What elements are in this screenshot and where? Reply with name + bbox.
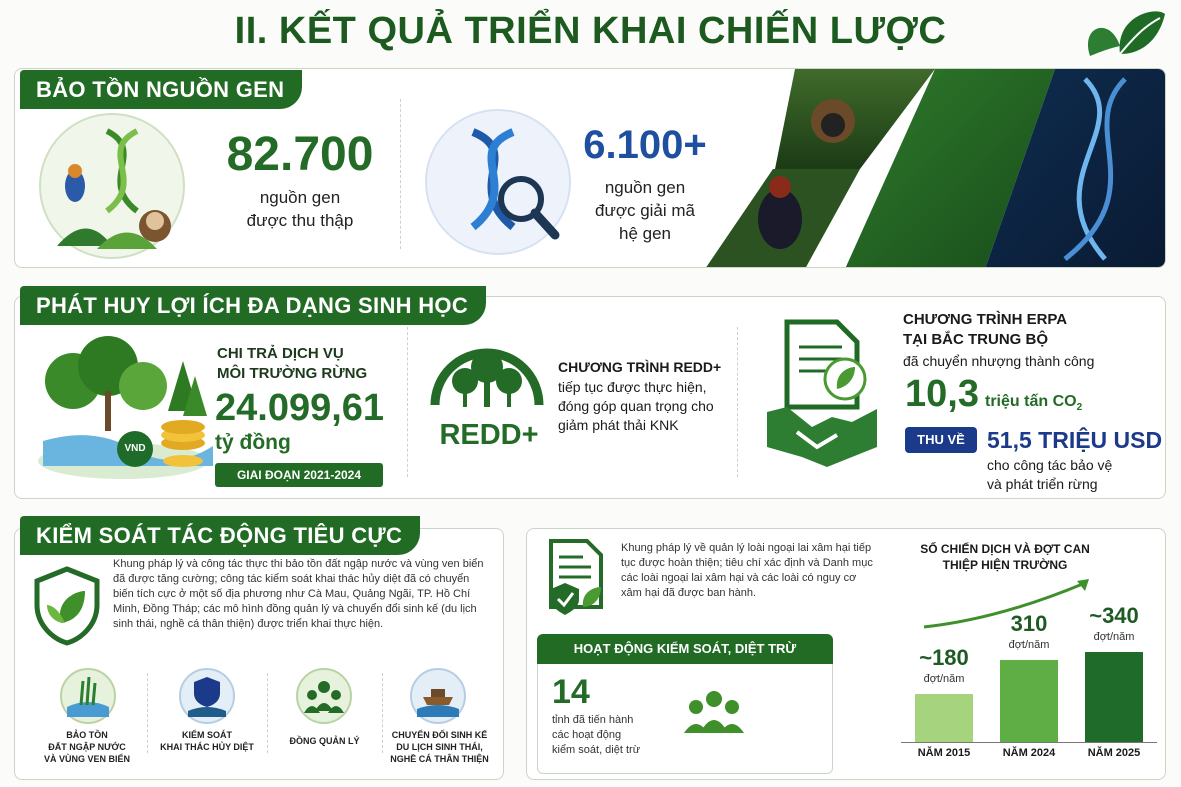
sequenced-genes-label-2: được giải mã [594, 201, 695, 220]
bar-value-label-1: ~180 [919, 645, 969, 670]
control-box-heading: HOẠT ĐỘNG KIỂM SOÁT, DIỆT TRỪ [537, 634, 833, 664]
fishing-control-label-1: KIỂM SOÁT [181, 730, 232, 740]
page-title: II. KẾT QUẢ TRIỂN KHAI CHIẾN LƯỢC [234, 10, 947, 52]
negative-impact-paragraph: Khung pháp lý và công tác thực thi bảo tồn đất ngập nước và vùng ven biển đã được tăng cường; công tác kiểm soát khai thác hủy diệt đã có chuyển biến tích cực ở một số địa phương như Cà Mau, Quảng Ngãi, TP. Hồ Chí Minh, Đồng Tháp; các mô hình đồng quản lý và chuyển đổi sinh kế (du lịch sinh thái, nghề cá thân thiện) được triển khai thực hiện. [113, 558, 484, 630]
section2-heading: PHÁT HUY LỢI ÍCH ĐA DẠNG SINH HỌC [20, 286, 486, 325]
pes-period-badge: GIAI ĐOẠN 2021-2024 [215, 463, 383, 487]
erpa-purpose-1: cho công tác bảo vệ [987, 457, 1113, 473]
livelihood-label-1: CHUYỂN ĐỔI SINH KẾ [391, 730, 488, 740]
sequenced-genes-value: 6.100+ [583, 123, 707, 167]
negative-impact-control-card [14, 528, 504, 780]
document-shield-icon [541, 537, 611, 619]
dna-search-icon [423, 107, 573, 257]
section1-heading: BẢO TỒN NGUỒN GEN [20, 70, 302, 109]
category-label-2: NĂM 2024 [1002, 747, 1056, 759]
bar-2 [1000, 660, 1058, 742]
fishing-control-label-2: KHAI THÁC HỦY DIỆT [160, 742, 254, 752]
forest-river-illustration [33, 331, 213, 481]
erpa-co2-subscript: 2 [1076, 402, 1083, 414]
bar-value-label-3: ~340 [1089, 603, 1139, 628]
fishing-control-icon [178, 667, 236, 725]
erpa-desc: đã chuyển nhượng thành công [903, 353, 1095, 369]
invasive-species-card [526, 528, 1166, 780]
bar-unit-label-3: đợt/năm [1093, 631, 1135, 643]
co-management-label: ĐỒNG QUẢN LÝ [289, 736, 360, 746]
bar-unit-label-2: đợt/năm [1008, 639, 1050, 651]
co-management-icon [295, 667, 353, 725]
erpa-program-name-2: TẠI BẮC TRUNG BỘ [903, 331, 1048, 348]
handshake-document-icon [757, 317, 887, 477]
erpa-revenue-value: 51,5 TRIỆU USD [987, 427, 1163, 453]
pes-value: 24.099,61 [215, 387, 385, 429]
erpa-co2-unit-text: triệu tấn CO [985, 393, 1077, 410]
pes-unit: tỷ đồng [215, 431, 291, 454]
pes-label-1: CHI TRẢ DỊCH VỤ [217, 345, 344, 362]
collected-genes-value: 82.700 [226, 128, 374, 181]
livelihood-label-2: DU LỊCH SINH THÁI, [396, 742, 483, 752]
nature-photo-strip [685, 69, 1166, 268]
sequenced-genes-label-3: hệ gen [619, 224, 671, 243]
erpa-co2-unit [985, 393, 1082, 413]
erpa-program-name-1: CHƯƠNG TRÌNH ERPA [903, 311, 1068, 328]
dna-wildlife-illustration [37, 111, 187, 261]
invasive-species-paragraph: Khung pháp lý về quản lý loài ngoại lai xâm hại tiếp tục được hoàn thiện; tiêu chí xác định và Danh mục các loài ngoại lai xâm hại và các loài có nguy cơ xâm hại đã được ban hành. [621, 542, 873, 599]
section3-heading: KIỂM SOÁT TÁC ĐỘNG TIÊU CỰC [20, 516, 420, 555]
pes-label-2: MÔI TRƯỜNG RỪNG [217, 365, 368, 382]
erpa-revenue-badge: THU VỀ [905, 427, 977, 453]
wetland-label-1: BẢO TỒN [66, 730, 108, 740]
sequenced-genes-label-1: nguồn gen [604, 178, 686, 197]
redd-logo-text: REDD+ [439, 419, 539, 451]
chart-title: SỐ CHIẾN DỊCH VÀ ĐỢT CAN THIỆP HIỆN TRƯỜNG [920, 542, 1090, 572]
control-provinces-value: 14 [552, 673, 590, 711]
livelihood-icon [409, 667, 467, 725]
chart-category-labels [901, 747, 1157, 767]
control-desc-3: kiểm soát, diệt trừ [552, 744, 641, 756]
wetland-label-2: ĐẤT NGẬP NƯỚC [48, 742, 126, 752]
collected-genes-label-2: được thu thập [246, 211, 354, 230]
wetland-icon [59, 667, 117, 725]
bar-3 [1085, 652, 1143, 742]
control-desc-2: các hoạt động [552, 729, 622, 741]
bar-value-label-2: 310 [1010, 611, 1048, 636]
redd-desc-3: giảm phát thải KNK [558, 417, 679, 433]
redd-desc-1: tiếp tục được thực hiện, [558, 379, 707, 395]
erpa-co2-value: 10,3 [905, 373, 979, 415]
control-box [537, 634, 833, 774]
collected-genes-label-1: nguồn gen [259, 188, 341, 207]
category-label-1: NĂM 2015 [917, 747, 971, 759]
biodiversity-benefits-card [14, 296, 1166, 499]
bar-unit-label-1: đợt/năm [923, 673, 965, 685]
icon-row [27, 667, 495, 777]
control-desc-1: tỉnh đã tiến hành [552, 714, 634, 726]
team-icon [684, 689, 744, 733]
redd-desc-2: đóng góp quan trọng cho [558, 398, 714, 414]
vnd-coin-label: VND [124, 443, 146, 454]
category-label-3: NĂM 2025 [1087, 747, 1141, 759]
redd-program-name: CHƯƠNG TRÌNH REDD+ [558, 359, 722, 375]
leaf-logo-icon [1080, 6, 1170, 62]
campaign-bar-chart [901, 603, 1157, 743]
bar-1 [915, 694, 973, 742]
erpa-purpose-2: và phát triển rừng [987, 476, 1098, 492]
redd-tree-icon [427, 335, 547, 425]
wetland-label-3: VÀ VÙNG VEN BIỂN [43, 754, 130, 764]
shield-leaf-icon [31, 565, 103, 647]
livelihood-label-3: NGHỀ CÁ THÂN THIỆN [390, 754, 489, 764]
